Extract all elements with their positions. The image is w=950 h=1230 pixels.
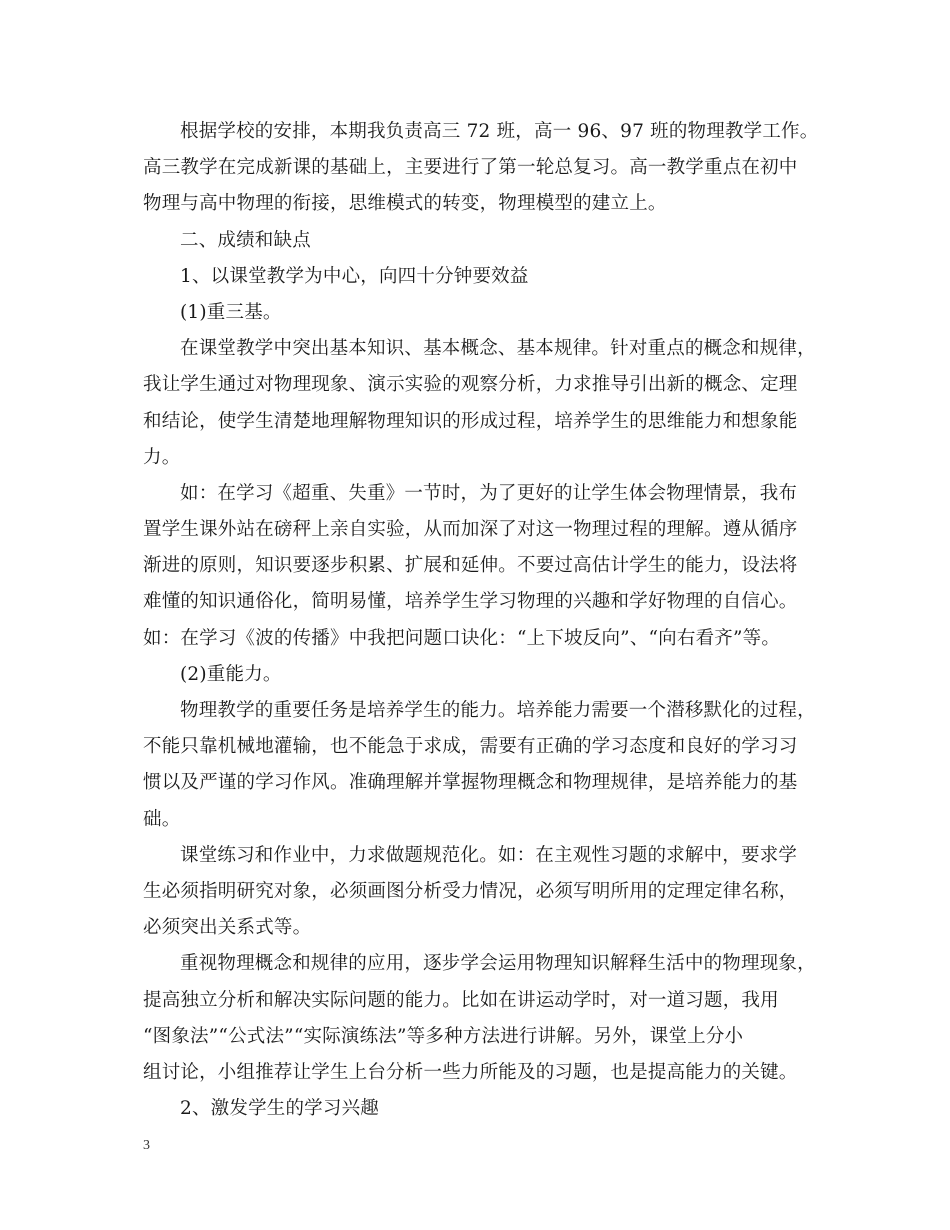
text-line: 惯以及严谨的学习作风。准确理解并掌握物理概念和物理规律，是培养能力的基 (143, 772, 798, 794)
text-line: 础。 (143, 808, 181, 830)
text-line: 在课堂教学中突出基本知识、基本概念、基本规律。针对重点的概念和规律， (180, 338, 816, 360)
subsection-heading: 1、以课堂教学为中心，向四十分钟要效益 (180, 265, 529, 287)
section-heading: 二、成绩和缺点 (180, 229, 311, 251)
text-line: 必须突出关系式等。 (143, 917, 312, 939)
item-heading: (2)重能力。 (180, 663, 282, 685)
text-line: 置学生课外站在磅秤上亲自实验，从而加深了对这一物理过程的理解。遵从循序 (143, 519, 798, 541)
text-line: 我让学生通过对物理现象、演示实验的观察分析，力求推导引出新的概念、定理 (143, 374, 798, 396)
text-line: 不能只靠机械地灌输，也不能急于求成，需要有正确的学习态度和良好的学习习 (143, 736, 798, 758)
document-page (143, 114, 819, 1127)
subsection-heading: 2、激发学生的学习兴趣 (180, 1098, 379, 1120)
text-line: 课堂练习和作业中，力求做题规范化。如：在主观性习题的求解中，要求学 (180, 844, 798, 866)
item-heading: (1)重三基。 (180, 301, 282, 323)
text-line: 物理教学的重要任务是培养学生的能力。培养能力需要一个潜移默化的过程， (180, 700, 816, 721)
text-line: 力。 (143, 446, 181, 468)
text-line: 提高独立分析和解决实际问题的能力。比如在讲运动学时，对一道习题，我用 (143, 989, 779, 1011)
text-line: 高三教学在完成新课的基础上，主要进行了第一轮总复习。高一教学重点在初中 (143, 157, 798, 179)
text-line: 如：在学习《超重、失重》一节时，为了更好的让学生体会物理情景，我布 (180, 482, 798, 504)
page-number: 3 (143, 1138, 150, 1153)
text-line: “图象法”“公式法”“实际演练法”等多种方法进行讲解。另外，课堂上分小 (143, 1025, 744, 1047)
text-line: 难懂的知识通俗化，简明易懂，培养学生学习物理的兴趣和学好物理的自信心。 (143, 591, 798, 613)
text-line: 如：在学习《波的传播》中我把问题口诀化：“上下坡反向”、“向右看齐”等。 (143, 627, 781, 649)
text-line: 和结论，使学生清楚地理解物理知识的形成过程，培养学生的思维能力和想象能 (143, 410, 798, 432)
text-line: 生必须指明研究对象，必须画图分析受力情况，必须写明所用的定理定律名称， (143, 880, 798, 902)
text-line: 渐进的原则，知识要逐步积累、扩展和延伸。不要过高估计学生的能力，设法将 (143, 555, 798, 577)
text-line: 组讨论，小组推荐让学生上台分析一些力所能及的习题，也是提高能力的关键。 (143, 1061, 798, 1083)
text-line: 物理与高中物理的衔接，思维模式的转变，物理模型的建立上。 (143, 193, 667, 215)
text-line: 根据学校的安排，本期我负责高三 72 班，高一 96、97 班的物理教学工作。 (180, 121, 819, 142)
text-line: 重视物理概念和规律的应用，逐步学会运用物理知识解释生活中的物理现象， (180, 953, 816, 975)
